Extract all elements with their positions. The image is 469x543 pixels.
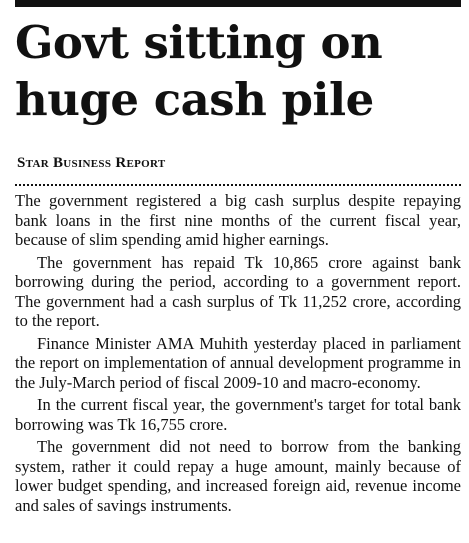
headline [15,14,461,128]
article-paragraph-5: The government did not need to borrow from the banking system, rather it could repay a huge amount, mainly because of lower budget spending, and increased foreign aid, revenue income and sales of savings instruments. [15,437,461,515]
article-paragraph-1: The government registered a big cash surplus despite repaying bank loans in the first nine months of the current fiscal year, because of slim spending amid higher earnings. [15,191,461,249]
top-rule [15,0,461,7]
dotted-divider [15,184,461,186]
article-paragraph-4: In the current fiscal year, the government's target for total bank borrowing was Tk 16,755 crore. [15,395,461,434]
headline-line-2: huge cash pile [15,73,374,126]
byline: Star Business Report [17,155,166,171]
headline-line-1: Govt sitting on [15,16,383,69]
article-paragraph-3: Finance Minister AMA Muhith yesterday placed in parliament the report on implementation of annual development programme in the July-March period of fiscal 2009-10 and macro-economy. [15,333,461,392]
article-body [15,191,461,518]
article-paragraph-2: The government has repaid Tk 10,865 crore against bank borrowing during the period, according to a government report. The government had a cash surplus of Tk 11,252 crore, according to the report. [15,252,461,330]
